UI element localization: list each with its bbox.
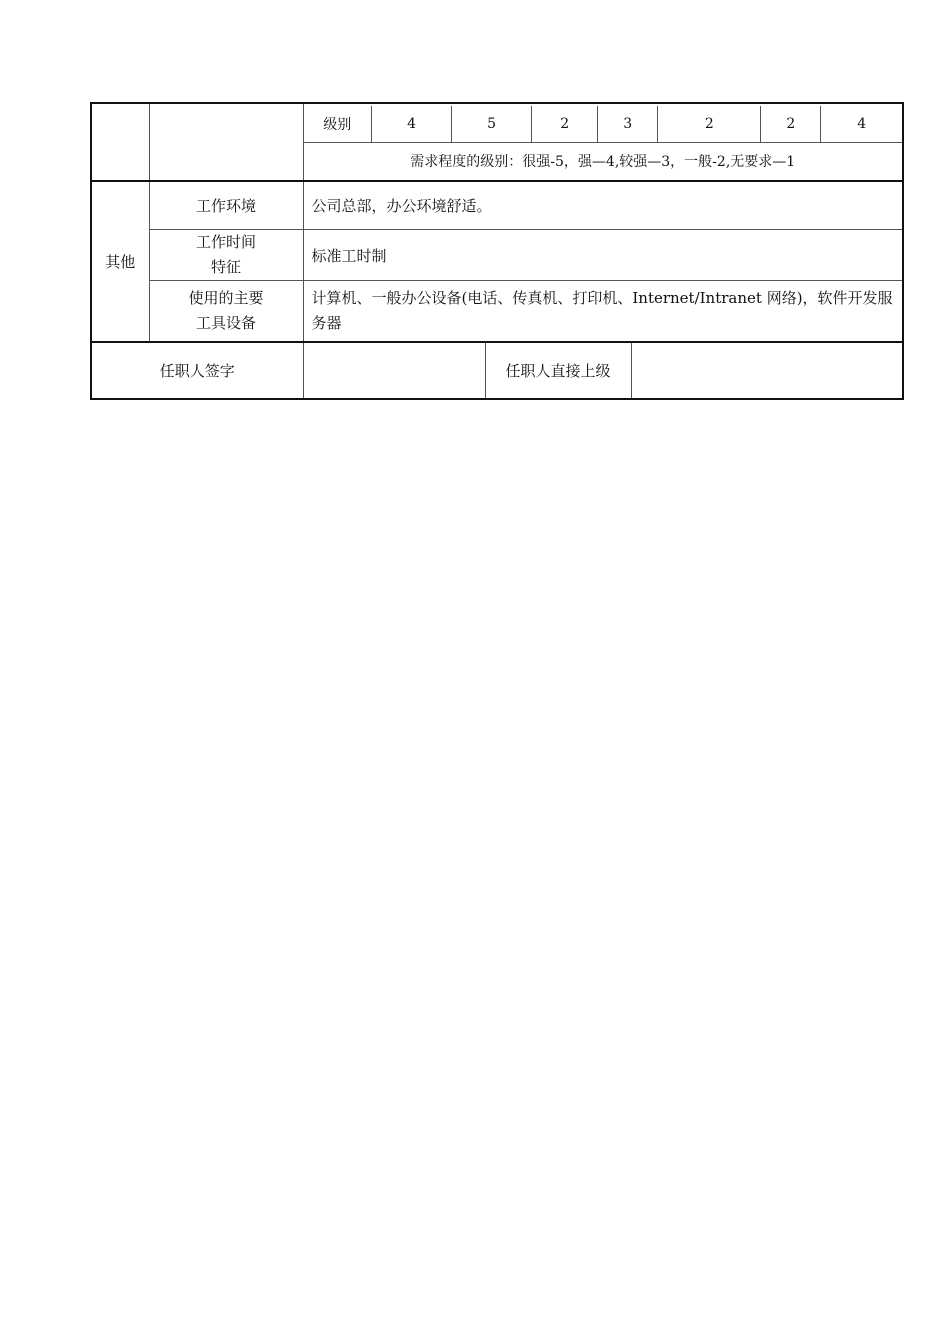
level-scale-note: 需求程度的级别：很强-5，强—4,较强—3，一般-2,无要求—1: [410, 153, 796, 170]
level-value-4: 3: [598, 106, 658, 143]
tools-value: 计算机、一般办公设备(电话、传真机、打印机、Internet/Intranet 网络)，软件开发服务器: [303, 281, 903, 343]
tools-label-line1: 使用的主要: [188, 289, 264, 307]
levels-container: [303, 103, 903, 181]
level-label: 级别: [304, 106, 372, 143]
tools-label: [149, 281, 303, 343]
work-hours-label: [149, 230, 303, 281]
work-hours-label-line1: 工作时间: [195, 233, 256, 251]
work-environment-value: 公司总部，办公环境舒适。: [303, 181, 903, 230]
work-hours-value: 标准工时制: [303, 230, 903, 281]
level-value-5: 2: [658, 106, 761, 143]
other-group-label: 其他: [91, 181, 149, 342]
supervisor-signature-field[interactable]: [631, 342, 903, 399]
level-value-1: 4: [372, 106, 452, 143]
work-environment-label: [149, 181, 303, 230]
level-value-7: 4: [821, 106, 902, 143]
levels-grid: [304, 106, 902, 179]
blank-group-cell: [91, 103, 149, 181]
blank-label-cell: [149, 103, 303, 181]
work-environment-label-text: 工作环境: [195, 197, 256, 215]
work-hours-label-line2: 特征: [210, 258, 241, 276]
level-value-3: 2: [532, 106, 598, 143]
supervisor-label: 任职人直接上级: [485, 342, 631, 399]
level-value-6: 2: [761, 106, 821, 143]
employee-signature-field[interactable]: [303, 342, 485, 399]
tools-label-line2: 工具设备: [195, 314, 256, 332]
job-description-table: [90, 102, 904, 400]
level-value-2: 5: [452, 106, 532, 143]
employee-signature-label: 任职人签字: [91, 342, 303, 399]
